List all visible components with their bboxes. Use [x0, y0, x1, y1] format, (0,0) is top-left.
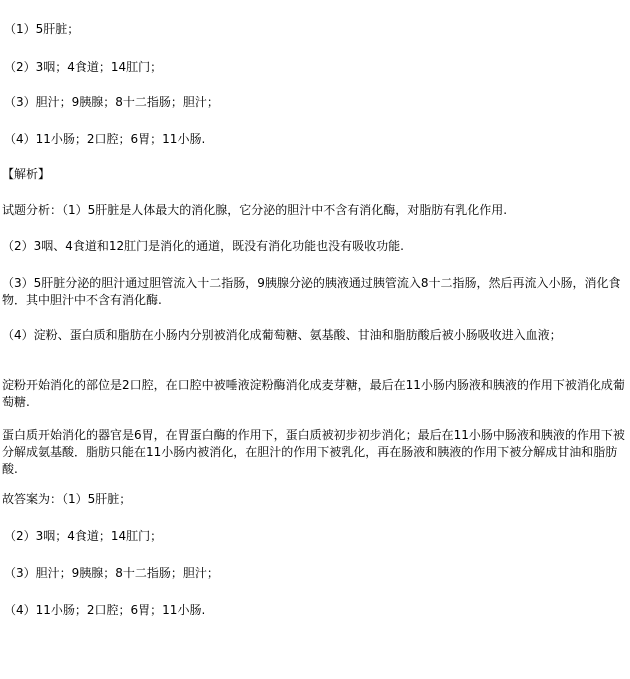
final-answer-line-4: （4）11小肠；2口腔；6胃；11小肠.	[4, 603, 206, 617]
analysis-paragraph-6: 蛋白质开始消化的器官是6胃，在胃蛋白酶的作用下，蛋白质被初步初步消化；最后在11小肠中肠液和胰液的作用下被分解成氨基酸．脂肪只能在11小肠内被消化，在胆汁的作用下被乳化，再在肠液和胰液的作用下被分解成甘油和脂肪酸.	[2, 428, 625, 476]
answer-line-4: （4）11小肠；2口腔；6胃；11小肠.	[4, 132, 206, 146]
analysis-paragraph-2: （2）3咽、4食道和12肛门是消化的通道，既没有消化功能也没有吸收功能.	[2, 239, 404, 253]
analysis-heading: 【解析】	[2, 167, 51, 181]
analysis-paragraph-3: （3）5肝脏分泌的胆汁通过胆管流入十二指肠，9胰腺分泌的胰液通过胰管流入8十二指肠，然后再流入小肠，消化食物．其中胆汁中不含有消化酶.	[2, 276, 621, 307]
conclusion-line: 故答案为：（1）5肝脏；	[2, 492, 132, 506]
answer-line-2: （2）3咽；4食道；14肛门；	[4, 60, 163, 74]
analysis-paragraph-4: （4）淀粉、蛋白质和脂肪在小肠内分别被消化成葡萄糖、氨基酸、甘油和脂肪酸后被小肠吸收进入血液；	[2, 328, 562, 342]
answer-line-3: （3）胆汁；9胰腺；8十二指肠；胆汁；	[4, 95, 219, 109]
final-answer-line-2: （2）3咽；4食道；14肛门；	[4, 529, 163, 543]
answer-line-1: （1）5肝脏；	[4, 22, 80, 36]
analysis-paragraph-5: 淀粉开始消化的部位是2口腔，在口腔中被唾液淀粉酶消化成麦芽糖，最后在11小肠内肠液和胰液的作用下被消化成葡萄糖.	[2, 378, 625, 409]
final-answer-line-3: （3）胆汁；9胰腺；8十二指肠；胆汁；	[4, 566, 219, 580]
analysis-paragraph-1: 试题分析：（1）5肝脏是人体最大的消化腺，它分泌的胆汁中不含有消化酶，对脂肪有乳化作用.	[2, 203, 508, 217]
